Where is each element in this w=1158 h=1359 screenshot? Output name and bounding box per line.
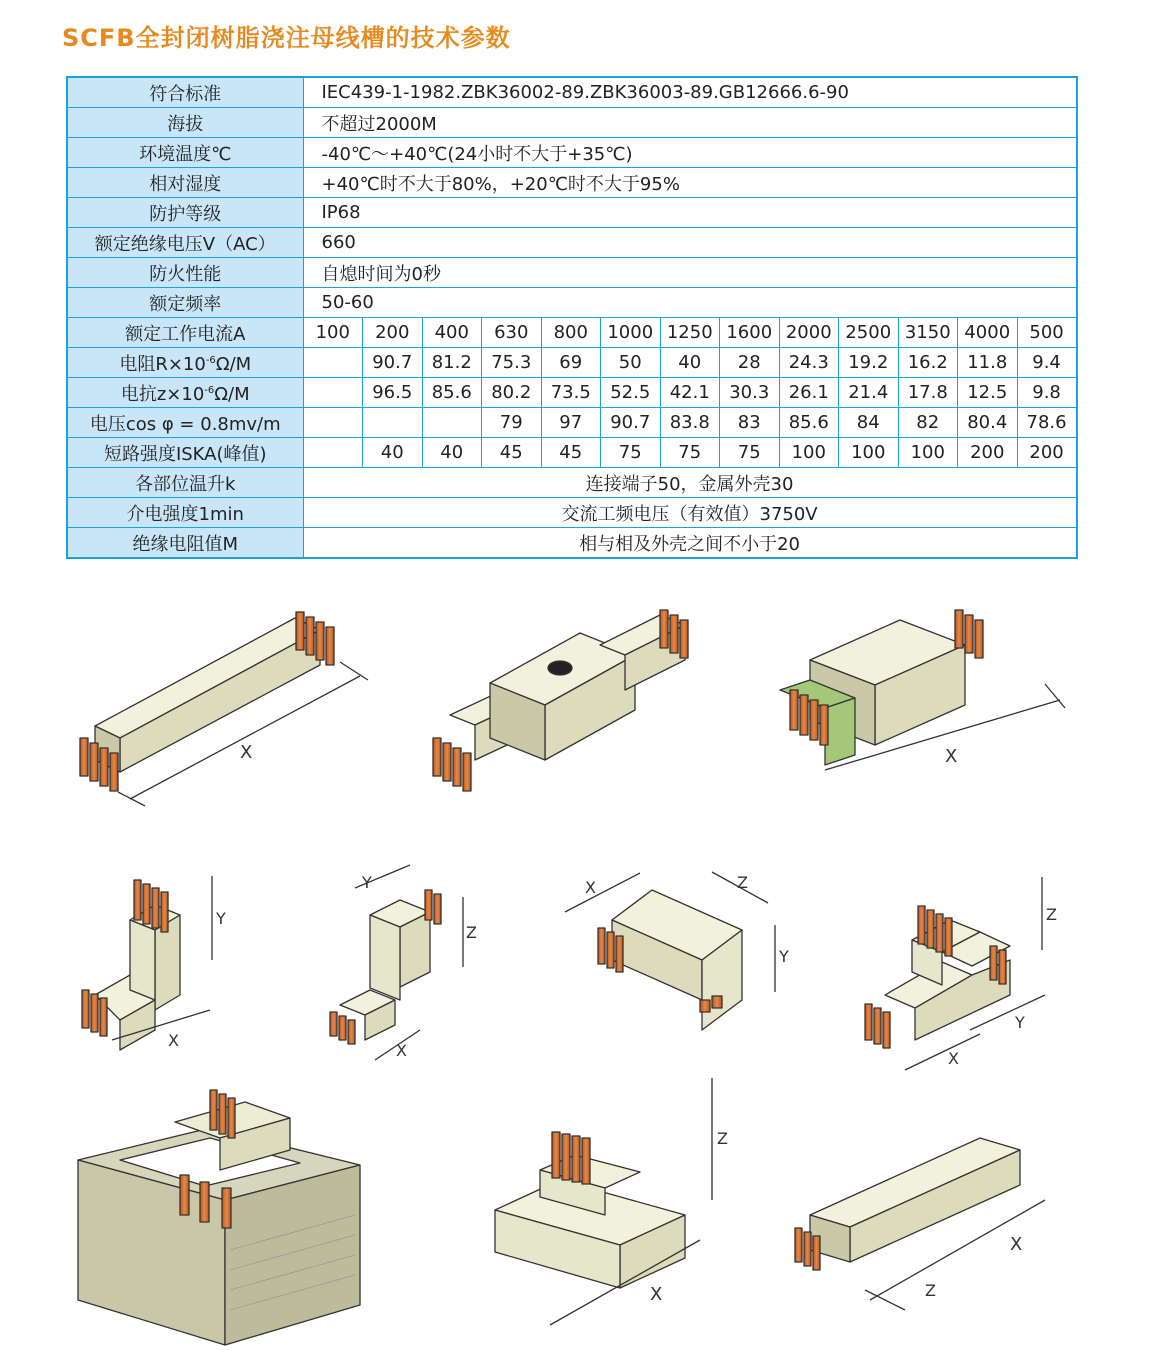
spec-number-cell: 100: [303, 318, 363, 348]
spec-value: 50-60: [303, 288, 1077, 318]
spec-label: 海拔: [67, 108, 303, 138]
cabinet-connector-figure: [780, 610, 1065, 770]
spec-number-cell: 100: [839, 438, 899, 468]
dim-label-z: Z: [925, 1281, 936, 1300]
spec-label: 环境温度℃: [67, 138, 303, 168]
spec-number-cell: 80.2: [482, 378, 542, 408]
spec-number-cell: 45: [541, 438, 601, 468]
spec-value: 交流工频电压（有效值）3750V: [303, 498, 1077, 528]
spec-number-cell: 400: [422, 318, 482, 348]
spec-number-cell: 24.3: [779, 348, 839, 378]
dim-label-y: Y: [362, 873, 372, 892]
spec-number-cell: 73.5: [541, 378, 601, 408]
spec-label: 电压cos φ = 0.8mv/m: [67, 408, 303, 438]
spec-number-cell: 96.5: [363, 378, 423, 408]
spec-number-cell: 40: [363, 438, 423, 468]
spec-number-cell: 21.4: [839, 378, 899, 408]
spec-number-cell: 17.8: [898, 378, 958, 408]
spec-value: +40℃时不大于80%，+20℃时不大于95%: [303, 168, 1077, 198]
plug-in-box-busway-figure: [433, 610, 688, 791]
spec-number-cell: 75.3: [482, 348, 542, 378]
dim-label-x: X: [168, 1031, 179, 1050]
spec-label: 相对湿度: [67, 168, 303, 198]
horizontal-elbow-figure: [565, 872, 775, 1030]
label-unit: Ω/M: [215, 353, 252, 375]
spec-number-cell: 100: [779, 438, 839, 468]
spec-number-cell: 97: [541, 408, 601, 438]
spec-number-cell: 28: [720, 348, 780, 378]
spec-label: 介电强度1min: [67, 498, 303, 528]
spec-number-cell: 69: [541, 348, 601, 378]
spec-number-cell: 200: [958, 438, 1018, 468]
spec-number-cell: 90.7: [363, 348, 423, 378]
spec-label: 额定频率: [67, 288, 303, 318]
dim-label-y: Y: [779, 947, 789, 966]
spec-number-cell: 40: [660, 348, 720, 378]
label-exponent: -6: [205, 354, 216, 366]
plug-in-unit-figure: [495, 1078, 712, 1325]
label-prefix: 电抗z×10: [120, 383, 205, 405]
spec-value: 相与相及外壳之间不小于20: [303, 528, 1077, 559]
spec-number-cell: 1000: [601, 318, 661, 348]
label-exponent: -6: [204, 384, 215, 396]
spec-number-cell: 75: [601, 438, 661, 468]
page-title: SCFB全封闭树脂浇注母线槽的技术参数: [62, 24, 511, 52]
spec-label: 额定绝缘电压V（AC）: [67, 228, 303, 258]
spec-number-cell: 2000: [779, 318, 839, 348]
dim-label-x: X: [945, 746, 958, 767]
spec-label: 短路强度ISKA(峰值): [67, 438, 303, 468]
spec-value: 自熄时间为0秒: [303, 258, 1077, 288]
spec-number-cell: 500: [1017, 318, 1077, 348]
label-prefix: 电阻R×10: [119, 353, 206, 375]
spec-number-cell: 630: [482, 318, 542, 348]
dim-label-x: X: [1010, 1234, 1023, 1255]
z-offset-figure: [330, 865, 463, 1060]
spec-number-cell: 1250: [660, 318, 720, 348]
spec-number-cell: 3150: [898, 318, 958, 348]
spec-number-cell: 83: [720, 408, 780, 438]
spec-label: 防护等级: [67, 198, 303, 228]
spec-number-cell: 12.5: [958, 378, 1018, 408]
spec-number-cell: 79: [482, 408, 542, 438]
spec-value: IP68: [303, 198, 1077, 228]
spec-value: 660: [303, 228, 1077, 258]
spec-value: 不超过2000M: [303, 108, 1077, 138]
spec-value: IEC439-1-1982.ZBK36002-89.ZBK36003-89.GB12666.6-90: [303, 77, 1077, 108]
spec-number-cell: 50: [601, 348, 661, 378]
dim-label-x: X: [396, 1041, 407, 1060]
spec-value: 连接端子50，金属外壳30: [303, 468, 1077, 498]
spec-label: 防火性能: [67, 258, 303, 288]
spec-number-cell: 45: [482, 438, 542, 468]
spec-number-cell: 52.5: [601, 378, 661, 408]
spec-number-cell: 26.1: [779, 378, 839, 408]
dim-label-z: Z: [737, 873, 748, 892]
spec-value: -40℃～+40℃(24小时不大于+35℃): [303, 138, 1077, 168]
spec-number-cell: 80.4: [958, 408, 1018, 438]
spec-number-cell: 75: [720, 438, 780, 468]
vertical-elbow-figure: [82, 876, 212, 1050]
dim-label-y: Y: [216, 909, 226, 928]
spec-number-cell: 83.8: [660, 408, 720, 438]
straight-busway-figure: [80, 612, 368, 806]
spec-number-cell: 9.8: [1017, 378, 1077, 408]
dim-label-y: Y: [1015, 1013, 1025, 1032]
spec-number-cell: 11.8: [958, 348, 1018, 378]
dim-label-x: X: [585, 878, 596, 897]
tee-figure: [865, 877, 1045, 1070]
spec-number-cell: 30.3: [720, 378, 780, 408]
spec-label: 额定工作电流A: [67, 318, 303, 348]
spec-number-cell: 85.6: [779, 408, 839, 438]
spec-number-cell: 800: [541, 318, 601, 348]
cabinet-figure: [78, 1090, 360, 1345]
spec-number-cell: 1600: [720, 318, 780, 348]
spec-number-cell: 75: [660, 438, 720, 468]
spec-number-cell: 16.2: [898, 348, 958, 378]
spec-number-cell: 9.4: [1017, 348, 1077, 378]
spec-number-cell: 78.6: [1017, 408, 1077, 438]
spec-number-cell: 19.2: [839, 348, 899, 378]
dim-label-x: X: [240, 742, 253, 763]
dim-label-z: Z: [1046, 905, 1057, 924]
spec-number-cell: 90.7: [601, 408, 661, 438]
spec-number-cell: 84: [839, 408, 899, 438]
spec-number-cell: 42.1: [660, 378, 720, 408]
spec-number-cell: 100: [898, 438, 958, 468]
spec-label: 符合标准: [67, 77, 303, 108]
dim-label-z: Z: [717, 1129, 728, 1148]
dim-label-x: X: [650, 1284, 663, 1305]
spec-number-cell: 81.2: [422, 348, 482, 378]
spec-number-cell: 2500: [839, 318, 899, 348]
dim-label-z: Z: [466, 923, 477, 942]
spec-label: 绝缘电阻值M: [67, 528, 303, 559]
spec-number-cell: 4000: [958, 318, 1018, 348]
label-unit: Ω/M: [214, 383, 250, 405]
spec-number-cell: 82: [898, 408, 958, 438]
spec-number-cell: 200: [1017, 438, 1077, 468]
dim-label-x: X: [948, 1049, 959, 1068]
spec-number-cell: 40: [422, 438, 482, 468]
spec-number-cell: 200: [363, 318, 423, 348]
spec-label: 各部位温升k: [67, 468, 303, 498]
long-plug-in-busway-figure: [795, 1138, 1045, 1310]
spec-number-cell: 85.6: [422, 378, 482, 408]
